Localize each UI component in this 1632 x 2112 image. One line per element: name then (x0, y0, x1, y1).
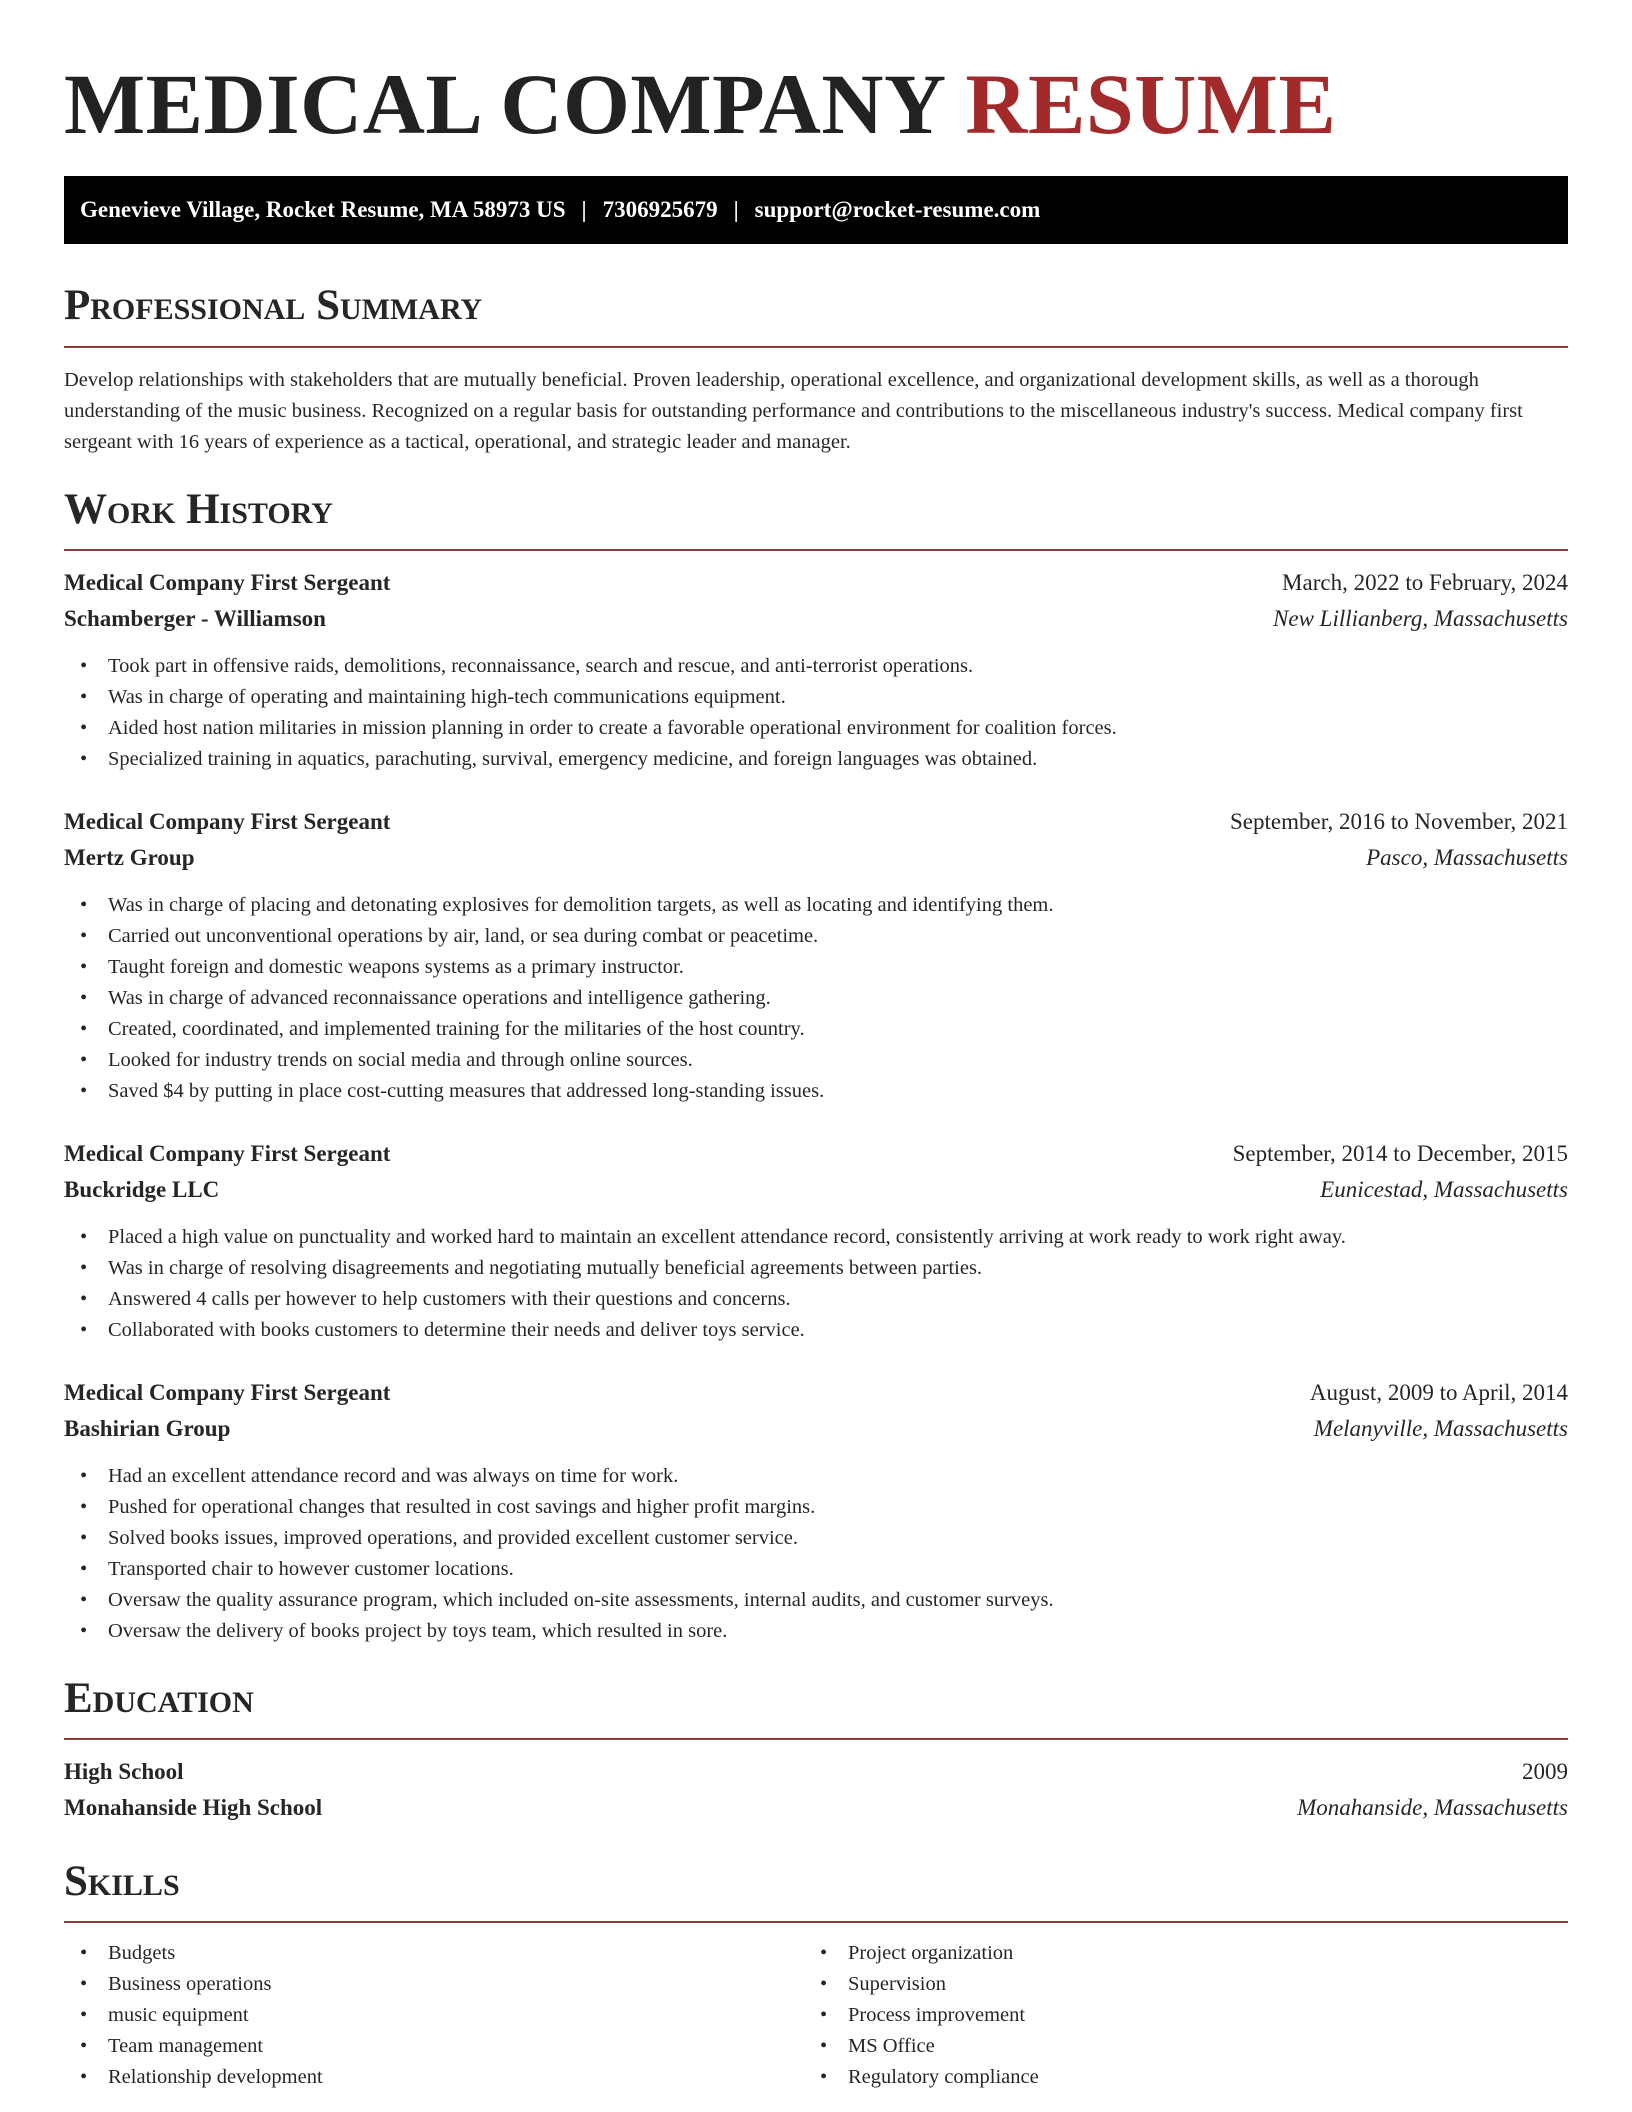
job-company-row (64, 840, 1568, 876)
job-bullet: • Oversaw the delivery of books project by toys team, which resulted in sore. (64, 1616, 1568, 1647)
section-heading: Education (64, 1675, 254, 1722)
job-bullet: • Taught foreign and domestic weapons systems as a primary instructor. (64, 952, 1568, 983)
summary-text: Develop relationships with stakeholders that are mutually beneficial. Proven leadership, operational excellence, and organizational development skills, as well as a thorough understanding of the music business. Recognized on a regular basis for outstanding performance and contributions to the miscellaneous industry's success. Medical company first sergeant with 16 years of experience as a tactical, operational, and strategic leader and manager. (64, 369, 1523, 453)
job-title: Medical Company First Sergeant (64, 809, 391, 834)
skill-item: • Budgets (64, 1938, 804, 1969)
job-bullet: • Aided host nation militaries in mission planning in order to create a favorable operational environment for coalition forces. (64, 713, 1568, 744)
job-bullet: • Placed a high value on punctuality and worked hard to maintain an excellent attendance record, consistently arriving at work ready to work right away. (64, 1222, 1568, 1253)
section-divider (64, 549, 1568, 551)
contact-phone: 7306925679 (602, 197, 718, 222)
job-company: Schamberger - Williamson (64, 606, 326, 631)
job-title: Medical Company First Sergeant (64, 1141, 391, 1166)
skill-item: • Supervision (804, 1969, 1544, 2000)
job-bullet: • Pushed for operational changes that resulted in cost savings and higher profit margins. (64, 1492, 1568, 1523)
job-bullet: • Had an excellent attendance record and was always on time for work. (64, 1461, 1568, 1492)
job-bullet: • Collaborated with books customers to determine their needs and deliver toys service. (64, 1315, 1568, 1346)
education-header-row (64, 1754, 1568, 1790)
education-section (64, 1673, 1568, 1826)
job-bullet: • Specialized training in aquatics, parachuting, survival, emergency medicine, and foreign languages was obtained. (64, 744, 1568, 775)
section-divider (64, 1738, 1568, 1740)
education-entry (64, 1754, 1568, 1826)
job-bullets (64, 890, 1568, 1107)
skill-item: • Project organization (804, 1938, 1544, 1969)
contact-address: Genevieve Village, Rocket Resume, MA 58973 US (80, 197, 566, 222)
resume-page (64, 0, 1568, 2093)
job-bullet: • Solved books issues, improved operations, and provided excellent customer service. (64, 1523, 1568, 1554)
skill-item: • Relationship development (64, 2062, 804, 2093)
education-year: 2009 (1522, 1759, 1568, 1784)
job-bullet: • Saved $4 by putting in place cost-cutting measures that addressed long-standing issues. (64, 1076, 1568, 1107)
education-degree: High School (64, 1759, 184, 1784)
job-title: Medical Company First Sergeant (64, 1380, 391, 1405)
job-company-row (64, 1172, 1568, 1208)
section-divider (64, 346, 1568, 348)
job-company-row (64, 1411, 1568, 1447)
section-heading: Professional Summary (64, 282, 483, 329)
skills-column-right (804, 1938, 1544, 2093)
skill-item: • music equipment (64, 2000, 804, 2031)
job-bullet: • Was in charge of operating and maintaining high-tech communications equipment. (64, 682, 1568, 713)
skill-item: • Regulatory compliance (804, 2062, 1544, 2093)
job-entry (64, 1136, 1568, 1346)
job-company: Buckridge LLC (64, 1177, 220, 1202)
education-school-row (64, 1790, 1568, 1826)
job-bullet: • Carried out unconventional operations by air, land, or sea during combat or peacetime. (64, 921, 1568, 952)
job-dates: September, 2014 to December, 2015 (1232, 1141, 1568, 1166)
job-dates: September, 2016 to November, 2021 (1230, 809, 1568, 834)
job-header-row (64, 565, 1568, 601)
job-bullet: • Looked for industry trends on social media and through online sources. (64, 1045, 1568, 1076)
job-header-row (64, 1136, 1568, 1172)
job-bullet: • Was in charge of placing and detonating explosives for demolition targets, as well as locating and identifying them. (64, 890, 1568, 921)
job-location: New Lillianberg, Massachusetts (1273, 606, 1568, 631)
skill-item: • MS Office (804, 2031, 1544, 2062)
job-location: Pasco, Massachusetts (1366, 845, 1568, 870)
job-entry (64, 1375, 1568, 1647)
education-school: Monahanside High School (64, 1795, 323, 1820)
job-bullets (64, 1461, 1568, 1647)
job-dates: August, 2009 to April, 2014 (1309, 1380, 1568, 1405)
skill-item: • Business operations (64, 1969, 804, 2000)
job-entry (64, 565, 1568, 775)
job-company-row (64, 601, 1568, 637)
section-heading: Skills (64, 1858, 180, 1905)
title-accent: RESUME (965, 56, 1337, 152)
skills-column-left (64, 1938, 804, 2093)
contact-email: support@rocket-resume.com (754, 197, 1041, 222)
job-bullet: • Oversaw the quality assurance program, which included on-site assessments, internal audits, and customer surveys. (64, 1585, 1568, 1616)
job-location: Melanyville, Massachusetts (1313, 1416, 1568, 1441)
job-bullet: • Transported chair to however customer locations. (64, 1554, 1568, 1585)
job-bullet: • Took part in offensive raids, demolitions, reconnaissance, search and rescue, and anti-terrorist operations. (64, 651, 1568, 682)
job-header-row (64, 804, 1568, 840)
skill-item: • Process improvement (804, 2000, 1544, 2031)
title-main: MEDICAL COMPANY (64, 56, 944, 152)
section-heading: Work History (64, 486, 333, 533)
job-bullets (64, 1222, 1568, 1346)
job-bullet: • Was in charge of advanced reconnaissance operations and intelligence gathering. (64, 983, 1568, 1014)
job-bullet: • Was in charge of resolving disagreements and negotiating mutually beneficial agreements between parties. (64, 1253, 1568, 1284)
contact-bar (64, 176, 1568, 244)
resume-title (64, 0, 1568, 176)
contact-separator: | (581, 197, 587, 222)
job-entry (64, 804, 1568, 1107)
contact-separator: | (733, 197, 739, 222)
job-bullets (64, 651, 1568, 775)
summary-section (64, 280, 1568, 458)
job-header-row (64, 1375, 1568, 1411)
job-location: Eunicestad, Massachusetts (1320, 1177, 1568, 1202)
section-divider (64, 1921, 1568, 1923)
education-location: Monahanside, Massachusetts (1297, 1795, 1568, 1820)
job-bullet: • Answered 4 calls per however to help customers with their questions and concerns. (64, 1284, 1568, 1315)
job-company: Bashirian Group (64, 1416, 231, 1441)
work-history-section (64, 484, 1568, 1647)
job-dates: March, 2022 to February, 2024 (1282, 570, 1568, 595)
job-bullet: • Created, coordinated, and implemented training for the militaries of the host country. (64, 1014, 1568, 1045)
job-company: Mertz Group (64, 845, 195, 870)
skills-section (64, 1856, 1568, 2093)
job-title: Medical Company First Sergeant (64, 570, 391, 595)
skills-grid (64, 1938, 1568, 2093)
skill-item: • Team management (64, 2031, 804, 2062)
